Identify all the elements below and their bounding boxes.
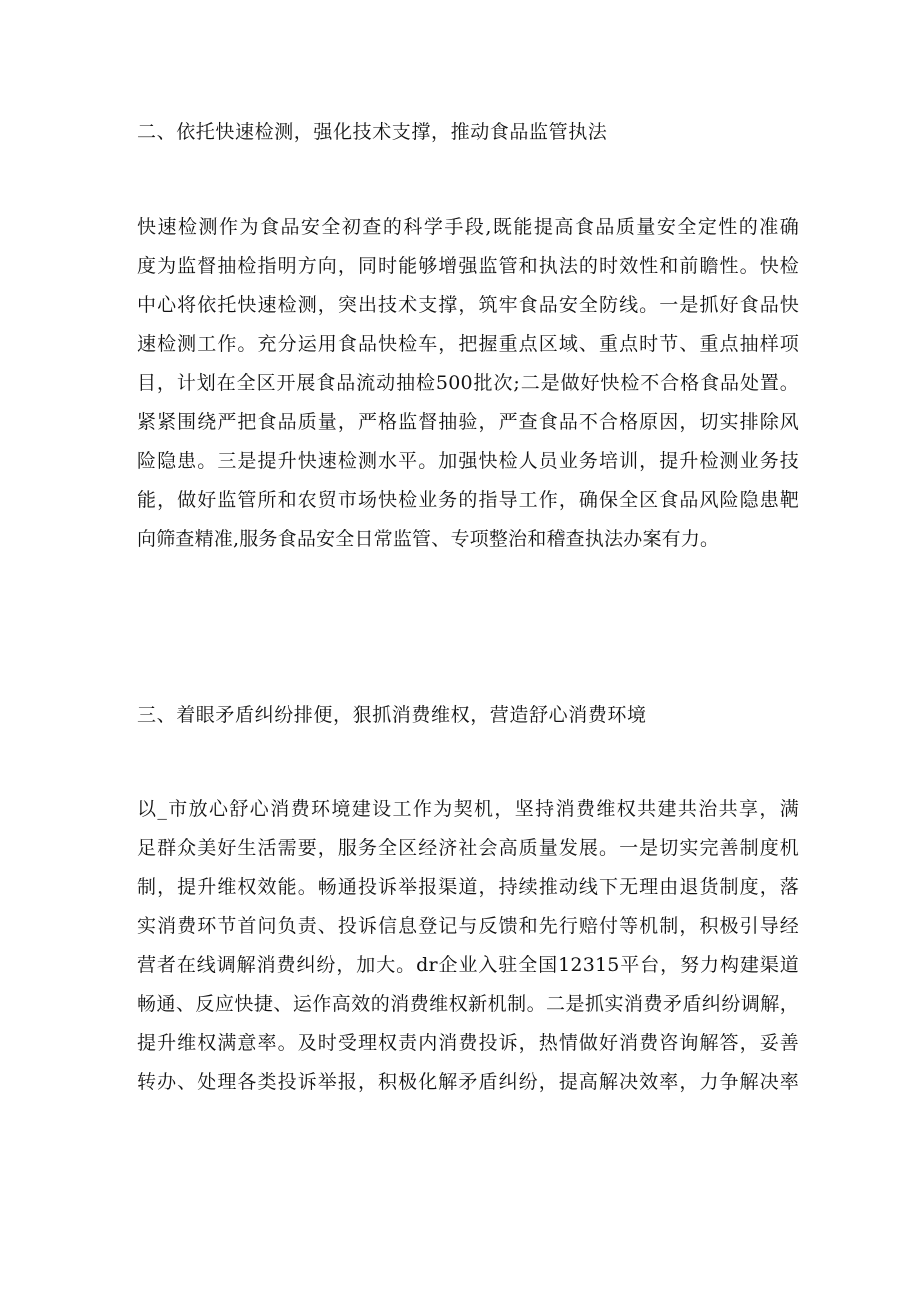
paragraph-line: 目，计划在全区开展食品流动抽检500批次;二是做好快检不合格食品处置。 [137,372,799,394]
paragraph-line: 以_市放心舒心消费环境建设工作为契机，坚持消费维权共建共治共享，满 [137,798,799,820]
paragraph-line: 能，做好监管所和农贸市场快检业务的指导工作，确保全区食品风险隐患靶 [137,489,799,511]
paragraph-line: 度为监督抽检指明方向，同时能够增强监管和执法的时效性和前瞻性。快检 [137,255,799,277]
paragraph-line: 实消费环节首问负责、投诉信息登记与反馈和先行赔付等机制，积极引导经 [137,915,799,937]
paragraph-line: 营者在线调解消费纠纷，加大。dr企业入驻全国12315平台，努力构建渠道 [137,954,799,976]
paragraph-line: 快速检测作为食品安全初查的科学手段,既能提高食品质量安全定性的准确 [137,216,799,238]
paragraph-line: 紧紧围绕严把食品质量，严格监督抽验，严查食品不合格原因，切实排除风 [137,411,799,433]
paragraph-line: 中心将依托快速检测，突出技术支撑，筑牢食品安全防线。一是抓好食品快 [137,294,799,316]
paragraph-line: 畅通、反应快捷、运作高效的消费维权新机制。二是抓实消费矛盾纠纷调解， [137,993,799,1015]
paragraph-line: 向筛查精准,服务食品安全日常监管、专项整治和稽查执法办案有力。 [137,528,720,550]
paragraph-line: 速检测工作。充分运用食品快检车，把握重点区域、重点时节、重点抽样项 [137,333,799,355]
paragraph-line: 转办、处理各类投诉举报，积极化解矛盾纠纷，提高解决效率，力争解决率 [137,1071,799,1093]
section-3-heading: 三、着眼矛盾纠纷排便，狠抓消费维权，营造舒心消费环境 [137,704,647,726]
paragraph-line: 提升维权满意率。及时受理权责内消费投诉，热情做好消费咨询解答，妥善 [137,1032,799,1054]
paragraph-line: 险隐患。三是提升快速检测水平。加强快检人员业务培训，提升检测业务技 [137,450,799,472]
paragraph-line: 制，提升维权效能。畅通投诉举报渠道，持续推动线下无理由退货制度，落 [137,876,799,898]
section-2-paragraph [137,208,799,559]
section-2-heading: 二、依托快速检测，强化技术支撑，推动食品监管执法 [137,121,608,143]
section-3-paragraph [137,790,799,1102]
paragraph-line: 足群众美好生活需要，服务全区经济社会高质量发展。一是切实完善制度机 [137,837,799,859]
